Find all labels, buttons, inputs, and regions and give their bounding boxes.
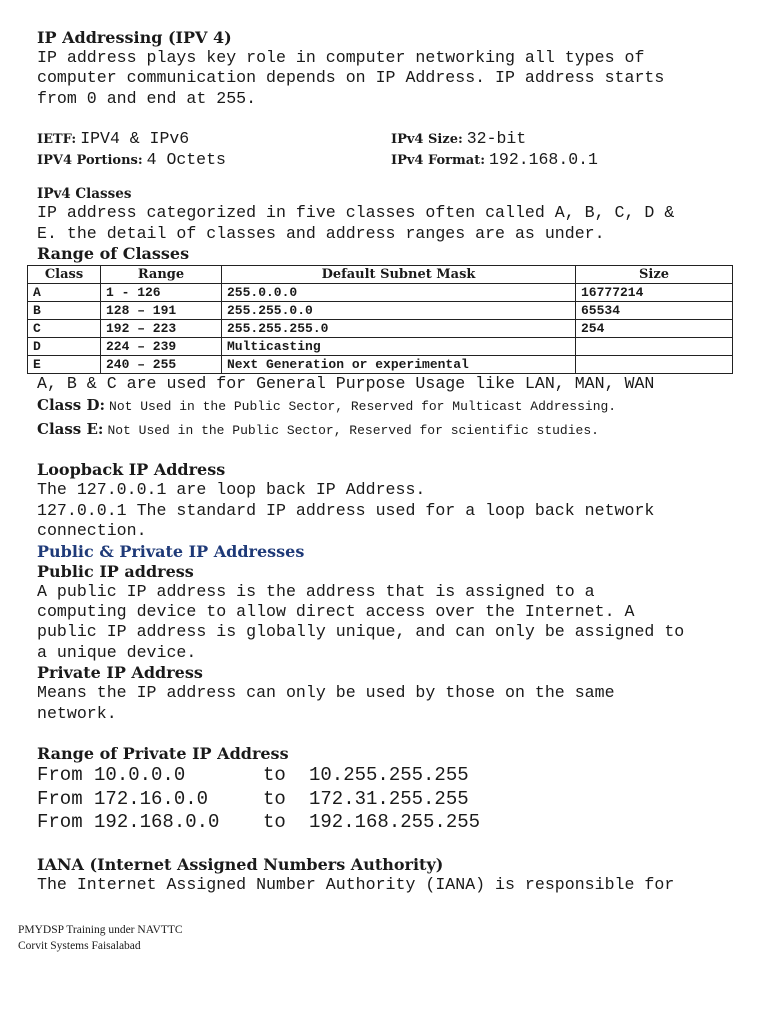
size-cell: 16777214 bbox=[576, 284, 733, 302]
size-cell: 65534 bbox=[576, 302, 733, 320]
class-d-text: Not Used in the Public Sector, Reserved for Multicast Addressing. bbox=[109, 399, 617, 415]
table-row bbox=[28, 320, 733, 338]
abc-usage-note: A, B & C are used for General Purpose Usage like LAN, MAN, WAN bbox=[37, 374, 655, 394]
range-end: 172.31.255.255 bbox=[309, 787, 469, 810]
class-e-label: Class E: bbox=[37, 420, 104, 439]
public-ip-paragraph: A public IP address is the address that is assigned to a computing device to allow direct access over the Internet. A public IP address is globally unique, and can only be assigned to a unique device. bbox=[37, 581, 685, 662]
class-cell: E bbox=[28, 356, 101, 374]
iana-heading: IANA (Internet Assigned Numbers Authority) bbox=[37, 854, 444, 874]
mask-cell: Multicasting bbox=[222, 338, 576, 356]
range-to: to bbox=[263, 764, 286, 787]
size-cell bbox=[576, 338, 733, 356]
range-cell: 128 – 191 bbox=[101, 302, 222, 320]
table-row bbox=[28, 302, 733, 320]
classes-heading: IPv4 Classes bbox=[37, 186, 132, 203]
format-label: IPv4 Format: bbox=[391, 153, 486, 169]
col-range-header: Range bbox=[101, 266, 222, 284]
range-start: From 10.0.0.0 bbox=[37, 764, 186, 787]
spec-row-1 bbox=[37, 129, 737, 150]
range-cell: 240 – 255 bbox=[101, 356, 222, 374]
class-cell: D bbox=[28, 338, 101, 356]
col-size-header: Size bbox=[576, 266, 733, 284]
list-item bbox=[37, 811, 737, 835]
format-value: 192.168.0.1 bbox=[489, 150, 598, 170]
ietf-value: IPV4 & IPv6 bbox=[80, 129, 190, 149]
portions-label: IPV4 Portions: bbox=[37, 153, 143, 169]
range-end: 192.168.255.255 bbox=[309, 811, 481, 834]
private-ip-heading: Private IP Address bbox=[37, 663, 203, 683]
iana-paragraph: The Internet Assigned Number Authority (IANA) is responsible for bbox=[37, 874, 675, 894]
list-item bbox=[37, 764, 737, 788]
class-cell: B bbox=[28, 302, 101, 320]
mask-cell: 255.255.0.0 bbox=[222, 302, 576, 320]
table-row bbox=[28, 356, 733, 374]
mask-cell: Next Generation or experimental bbox=[222, 356, 576, 374]
range-start: From 172.16.0.0 bbox=[37, 787, 209, 810]
range-start: From 192.168.0.0 bbox=[37, 811, 220, 834]
classes-table bbox=[27, 265, 733, 374]
range-cell: 1 - 126 bbox=[101, 284, 222, 302]
spec-row-2 bbox=[37, 150, 737, 171]
classes-paragraph: IP address categorized in five classes often called A, B, C, D & E. the detail of classes and address ranges are as under. bbox=[37, 203, 675, 243]
mask-cell: 255.0.0.0 bbox=[222, 284, 576, 302]
loopback-heading: Loopback IP Address bbox=[37, 460, 226, 480]
range-cell: 224 – 239 bbox=[101, 338, 222, 356]
document-body bbox=[33, 28, 737, 895]
class-e-note bbox=[37, 418, 737, 442]
list-item bbox=[37, 788, 737, 812]
intro-paragraph: IP address plays key role in computer networking all types of computer communication depends on IP Address. IP address starts from 0 and end at 255. bbox=[37, 48, 665, 108]
size-value: 32-bit bbox=[466, 129, 527, 149]
range-cell: 192 – 223 bbox=[101, 320, 222, 338]
range-end: 10.255.255.255 bbox=[309, 764, 469, 787]
range-of-classes-heading: Range of Classes bbox=[37, 244, 190, 264]
class-e-text: Not Used in the Public Sector, Reserved for scientific studies. bbox=[107, 423, 599, 439]
public-ip-heading: Public IP address bbox=[37, 561, 194, 581]
size-cell bbox=[576, 356, 733, 374]
class-d-label: Class D: bbox=[37, 396, 106, 415]
loopback-paragraph: The 127.0.0.1 are loop back IP Address. 127.0.0.1 The standard IP address used for a loop back network connection. bbox=[37, 480, 655, 541]
size-cell: 254 bbox=[576, 320, 733, 338]
col-mask-header: Default Subnet Mask bbox=[222, 266, 576, 284]
ietf-label: IETF: bbox=[37, 132, 77, 148]
range-to: to bbox=[263, 787, 286, 810]
footer-line-2: Corvit Systems Faisalabad bbox=[18, 940, 141, 952]
mask-cell: 255.255.255.0 bbox=[222, 320, 576, 338]
class-d-note bbox=[37, 394, 737, 418]
portions-value: 4 Octets bbox=[146, 150, 226, 170]
table-row bbox=[28, 338, 733, 356]
footer-line-1: PMYDSP Training under NAVTTC bbox=[18, 924, 183, 936]
private-ip-paragraph: Means the IP address can only be used by those on the same network. bbox=[37, 683, 615, 723]
class-cell: C bbox=[28, 320, 101, 338]
col-class-header: Class bbox=[28, 266, 101, 284]
page-footer bbox=[18, 922, 183, 954]
table-row bbox=[28, 284, 733, 302]
page-title: IP Addressing (IPV 4) bbox=[37, 28, 232, 47]
range-to: to bbox=[263, 811, 286, 834]
table-header-row bbox=[28, 266, 733, 284]
private-range-heading: Range of Private IP Address bbox=[37, 744, 289, 764]
size-label: IPv4 Size: bbox=[391, 132, 463, 148]
private-range-list bbox=[37, 764, 737, 835]
class-cell: A bbox=[28, 284, 101, 302]
public-private-heading: Public & Private IP Addresses bbox=[37, 541, 305, 561]
